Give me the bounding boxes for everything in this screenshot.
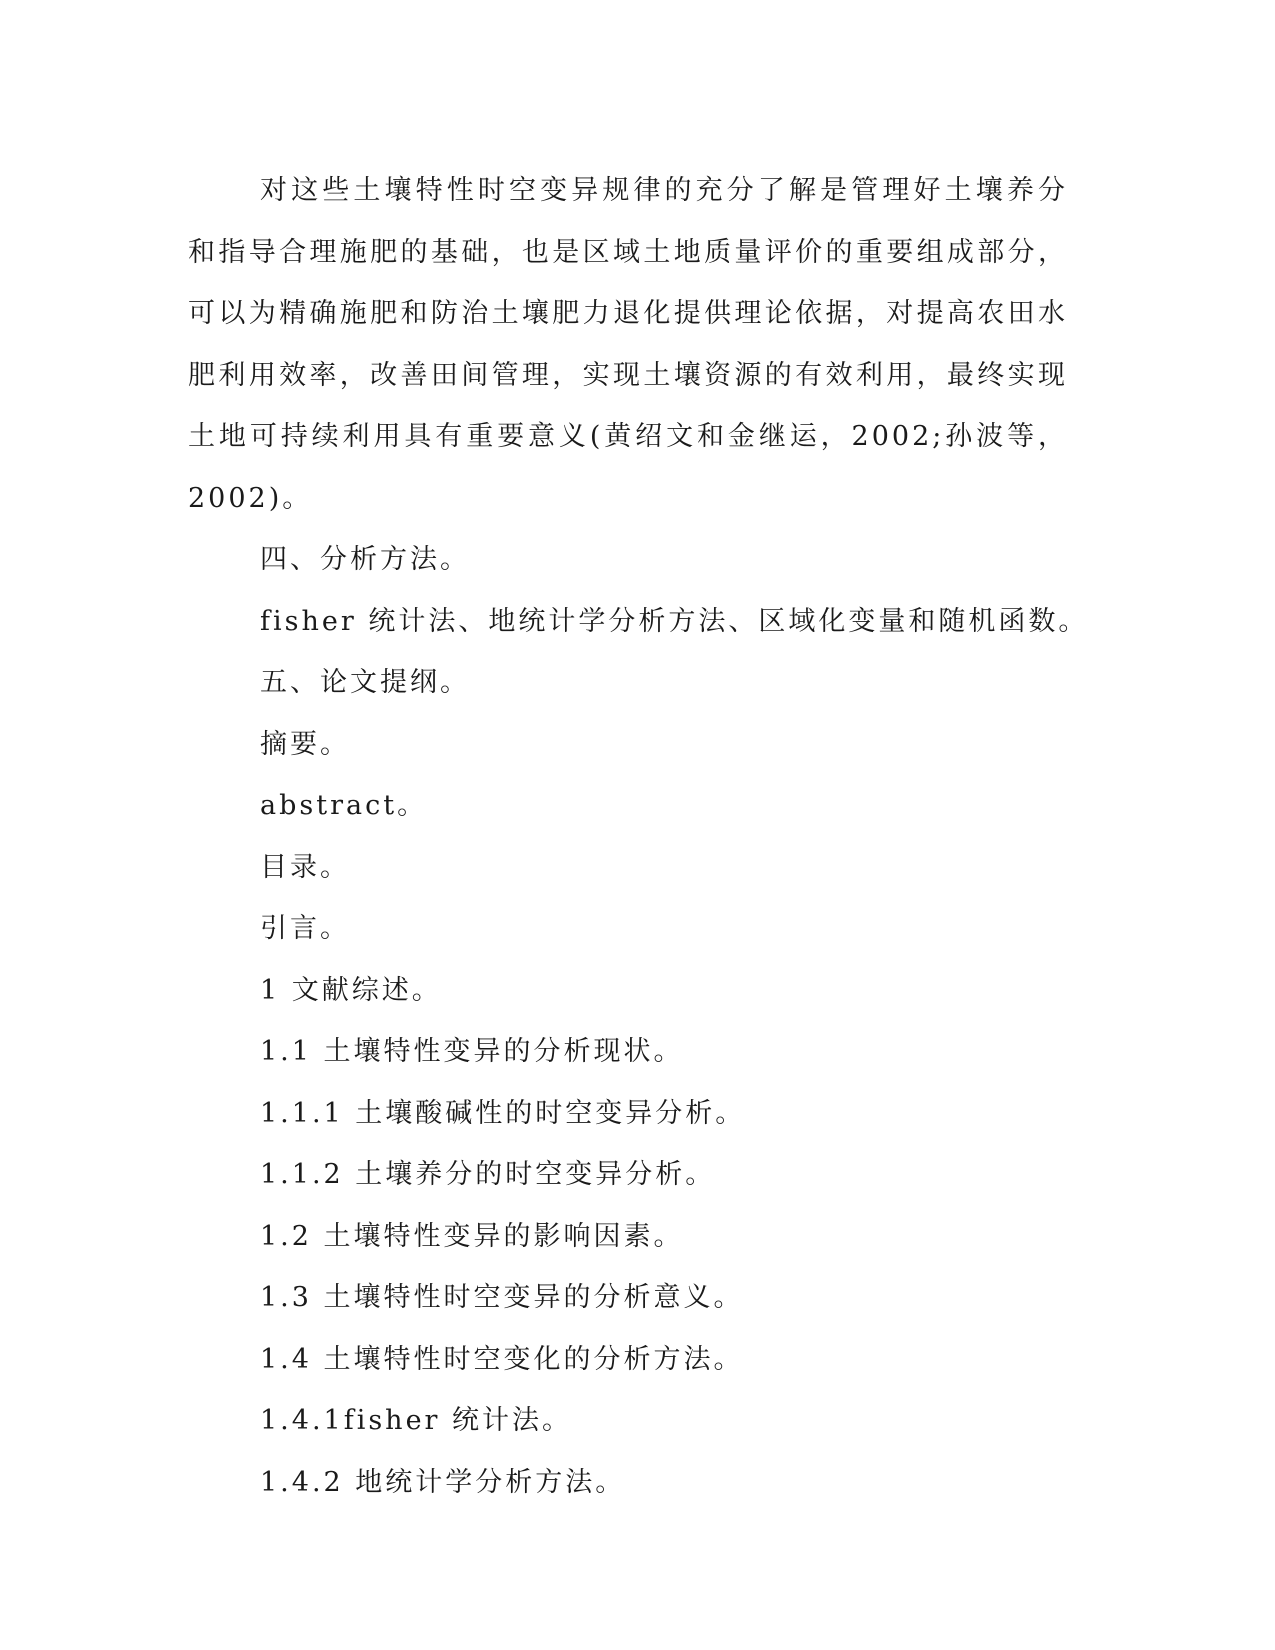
- outline-item-1-4-1: 1.4.1fisher 统计法。: [260, 1405, 573, 1436]
- outline-item-1-1: 1.1 土壤特性变异的分析现状。: [260, 1036, 684, 1067]
- outline-item-1-4: 1.4 土壤特性时空变化的分析方法。: [260, 1343, 744, 1375]
- document-body: [188, 160, 1089, 1513]
- section-heading-methods: 四、分析方法。: [260, 544, 470, 575]
- outline-item-abstract-cn: 摘要。: [260, 728, 350, 760]
- outline-item-1-3: 1.3 土壤特性时空变异的分析意义。: [260, 1282, 744, 1313]
- outline-item-1-1-2: 1.1.2 土壤养分的时空变异分析。: [260, 1159, 716, 1190]
- outline-item-introduction: 引言。: [260, 913, 350, 944]
- outline-item-1-2: 1.2 土壤特性变异的影响因素。: [260, 1220, 684, 1252]
- outline-item-abstract-en: abstract。: [260, 790, 428, 821]
- outline-item-1: 1 文献综述。: [260, 974, 442, 1006]
- section-heading-outline: 五、论文提纲。: [260, 667, 470, 698]
- methods-text: fisher 统计法、地统计学分析方法、区域化变量和随机函数。: [260, 605, 1089, 637]
- outline-item-contents: 目录。: [260, 851, 350, 883]
- intro-paragraph: 对这些土壤特性时空变异规律的充分了解是管理好土壤养分和指导合理施肥的基础，也是区域土地质量评价的重要组成部分，可以为精确施肥和防治土壤肥力退化提供理论依据，对提高农田水肥利用效率，改善田间管理，实现土壤资源的有效利用，最终实现土地可持续利用具有重要意义(黄绍文和金继运，2002;孙波等，2002)。: [188, 175, 1068, 514]
- outline-item-1-4-2: 1.4.2 地统计学分析方法。: [260, 1466, 626, 1498]
- outline-item-1-1-1: 1.1.1 土壤酸碱性的时空变异分析。: [260, 1097, 746, 1129]
